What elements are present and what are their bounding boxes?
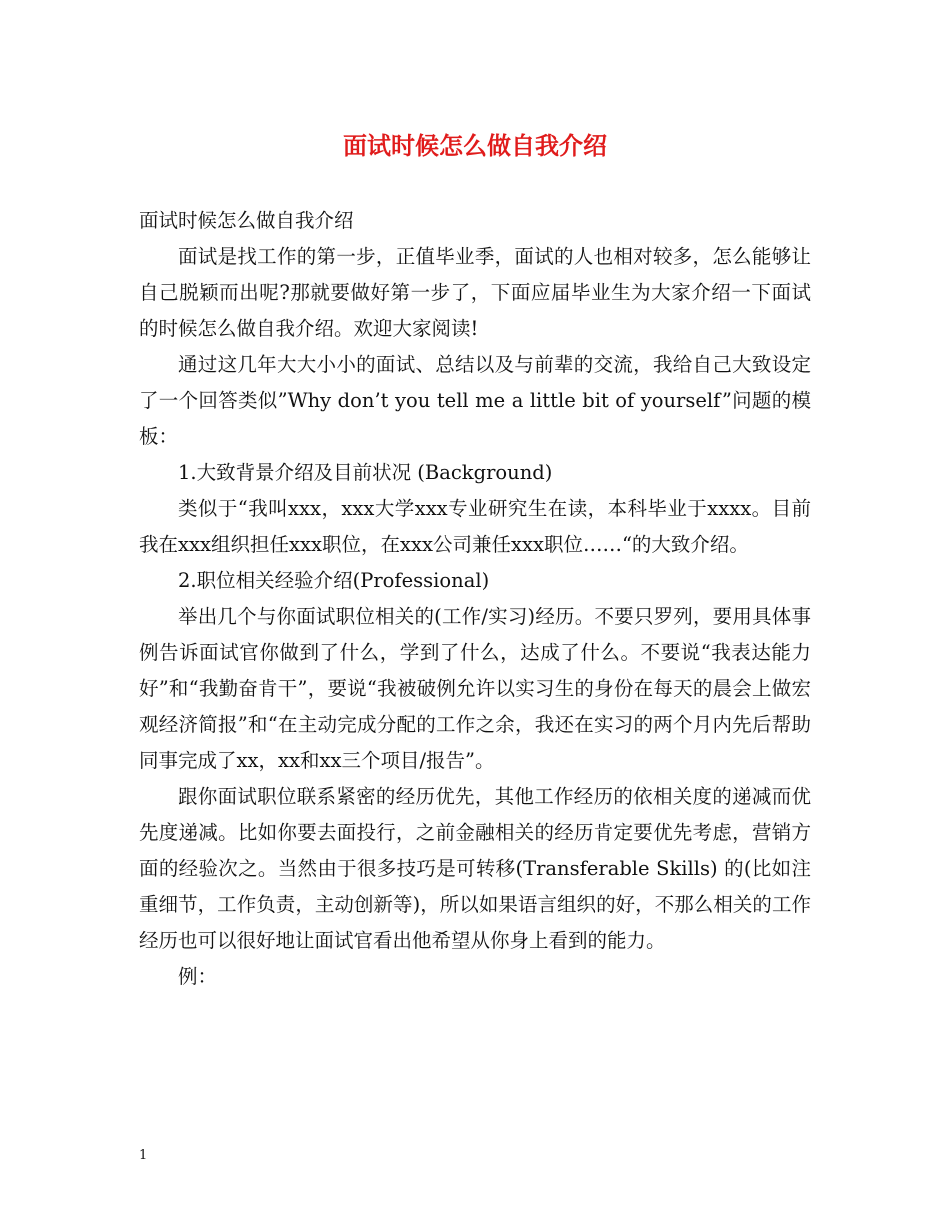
paragraph-background-example: 类似于“我叫xxx，xxx大学xxx专业研究生在读，本科毕业于xxxx。目前我在xxx组织担任xxx职位，在xxx公司兼任xxx职位……“的大致介绍。 (139, 497, 811, 556)
paragraph-professional-example: 举出几个与你面试职位相关的(工作/实习)经历。不要只罗列，要用具体事例告诉面试官你做到了什么，学到了什么，达成了什么。不要说“我表达能力好”和“我勤奋肯干”，要说“我被破例允许以实习生的身份在每天的晨会上做宏观经济简报”和“在主动完成分配的工作之余，我还在实习的两个月内先后帮助同事完成了xx，xx和xx三个项目/报告”。 (139, 605, 811, 772)
page-number: 1 (139, 1148, 148, 1163)
paragraph-intro: 面试是找工作的第一步，正值毕业季，面试的人也相对较多，怎么能够让自己脱颖而出呢?那就要做好第一步了，下面应届毕业生为大家介绍一下面试的时候怎么做自我介绍。欢迎大家阅读! (139, 245, 811, 340)
document-title: 面试时候怎么做自我介绍 (343, 132, 607, 160)
paragraph-priority: 跟你面试职位联系紧密的经历优先，其他工作经历的依相关度的递减而优先度递减。比如你要去面投行，之前金融相关的经历肯定要优先考虑，营销方面的经验次之。当然由于很多技巧是可转移(Transferable Skills) 的(比如注重细节，工作负责，主动创新等)，所以如果语言组织的好，不那么相关的工作经历也可以很好地让面试官看出他希望从你身上看到的能力。 (139, 785, 811, 952)
document-body (139, 203, 811, 995)
list-item-background: 1.大致背景介绍及目前状况 (Background) (178, 461, 553, 484)
paragraph-example-label: 例： (178, 965, 218, 988)
section-heading: 面试时候怎么做自我介绍 (139, 209, 354, 232)
list-item-professional: 2.职位相关经验介绍(Professional) (178, 569, 490, 592)
paragraph-template: 通过这几年大大小小的面试、总结以及与前辈的交流，我给自己大致设定了一个回答类似”Why don’t you tell me a little bit of yourself”问题的模板： (139, 353, 811, 448)
